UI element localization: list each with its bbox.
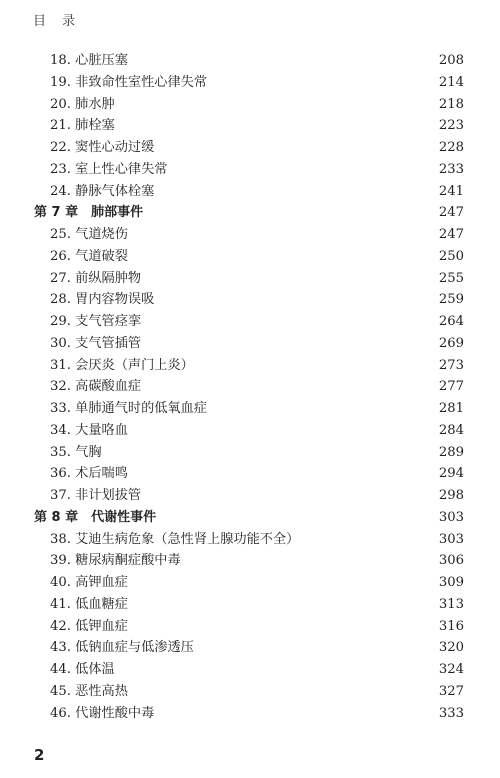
toc-entry [0, 72, 500, 94]
toc-entry [0, 703, 500, 725]
page-ref: 233 [438, 161, 464, 177]
page-ref: 247 [438, 205, 464, 221]
entry-title: 18. 心脏压塞 [50, 53, 128, 68]
toc-entry [0, 420, 500, 442]
entry-title: 39. 糖尿病酮症酸中毒 [50, 553, 181, 569]
entry-title: 35. 气胸 [50, 444, 102, 460]
toc-entry [0, 681, 500, 703]
toc-entry [0, 115, 500, 137]
toc-entry [0, 289, 500, 311]
toc-entry [0, 246, 500, 268]
page-number: 2 [34, 746, 45, 764]
toc-entry [0, 50, 500, 72]
entry-title: 32. 高碳酸血症 [50, 379, 142, 395]
chapter-title: 第 8 章 代谢性事件 [34, 509, 157, 525]
entry-title: 37. 非计划拔管 [50, 488, 142, 503]
page-ref: 298 [438, 488, 464, 503]
page-ref: 228 [438, 140, 464, 155]
toc-entry [0, 159, 500, 181]
toc-entry [0, 94, 500, 116]
page-ref: 241 [438, 183, 464, 199]
chapter-title: 第 7 章 肺部事件 [34, 205, 144, 221]
entry-title: 19. 非致命性室性心律失常 [50, 74, 208, 90]
entry-title: 31. 会厌炎（声门上炎） [50, 357, 194, 373]
entry-title: 38. 艾迪生病危象（急性肾上腺功能不全） [50, 531, 300, 547]
page-ref: 255 [438, 270, 464, 286]
page-ref: 316 [438, 618, 464, 634]
toc-chapter-heading [0, 202, 500, 224]
page-ref: 281 [438, 401, 464, 416]
entry-title: 43. 低钠血症与低渗透压 [50, 640, 194, 656]
page-ref: 313 [438, 596, 464, 612]
page-ref: 303 [438, 531, 464, 547]
page-ref: 259 [438, 292, 464, 308]
entry-title: 26. 气道破裂 [50, 248, 128, 264]
toc-entry [0, 594, 500, 616]
page-ref: 218 [438, 96, 464, 112]
toc-entry [0, 311, 500, 333]
page-ref: 264 [438, 314, 464, 329]
page-ref: 320 [438, 640, 464, 656]
page-ref: 250 [438, 248, 464, 264]
toc-entry [0, 268, 500, 290]
toc-entry [0, 181, 500, 203]
entry-title: 36. 术后喘鸣 [50, 466, 128, 482]
page-ref: 269 [438, 335, 464, 351]
entry-title: 33. 单肺通气时的低氧血症 [50, 401, 208, 416]
entry-title: 40. 高钾血症 [50, 575, 128, 590]
entry-title: 42. 低钾血症 [50, 618, 128, 634]
entry-title: 24. 静脉气体栓塞 [50, 183, 155, 199]
entry-title: 20. 肺水肿 [50, 96, 115, 112]
page-ref: 324 [438, 662, 464, 677]
entry-title: 46. 代谢性酸中毒 [50, 705, 155, 721]
page-ref: 306 [438, 553, 464, 569]
page-ref: 309 [438, 575, 464, 590]
toc-entry [0, 463, 500, 485]
page-ref: 223 [438, 118, 464, 134]
entry-title: 29. 支气管痉挛 [50, 314, 142, 329]
toc-entry [0, 376, 500, 398]
page-ref: 277 [438, 379, 464, 395]
toc-entry [0, 442, 500, 464]
entry-title: 30. 支气管插管 [50, 335, 142, 351]
running-head: 目 录 [33, 14, 82, 29]
entry-title: 23. 室上性心律失常 [50, 161, 168, 177]
page-ref: 284 [438, 422, 464, 438]
table-of-contents [0, 50, 500, 724]
toc-entry [0, 659, 500, 681]
entry-title: 21. 肺栓塞 [50, 118, 115, 134]
entry-title: 44. 低体温 [50, 662, 115, 677]
toc-entry [0, 398, 500, 420]
toc-entry [0, 637, 500, 659]
entry-title: 28. 胃内容物误吸 [50, 292, 155, 308]
entry-title: 25. 气道烧伤 [50, 227, 128, 242]
toc-entry [0, 616, 500, 638]
toc-entry [0, 224, 500, 246]
toc-entry [0, 572, 500, 594]
entry-title: 45. 恶性高热 [50, 683, 128, 699]
entry-title: 27. 前纵隔肿物 [50, 270, 142, 286]
page-ref: 327 [438, 683, 464, 699]
toc-entry [0, 137, 500, 159]
toc-entry [0, 485, 500, 507]
page-ref: 214 [438, 74, 464, 90]
toc-chapter-heading [0, 507, 500, 529]
page-ref: 208 [438, 53, 464, 68]
page-ref: 303 [438, 509, 464, 525]
page-ref: 294 [438, 466, 464, 482]
entry-title: 41. 低血糖症 [50, 596, 128, 612]
page-ref: 273 [438, 357, 464, 373]
toc-entry [0, 355, 500, 377]
toc-entry [0, 550, 500, 572]
toc-entry [0, 333, 500, 355]
entry-title: 34. 大量咯血 [50, 422, 128, 438]
page-ref: 333 [438, 705, 464, 721]
entry-title: 22. 窦性心动过缓 [50, 140, 155, 155]
page-ref: 247 [438, 227, 464, 242]
toc-entry [0, 529, 500, 551]
page-ref: 289 [438, 444, 464, 460]
